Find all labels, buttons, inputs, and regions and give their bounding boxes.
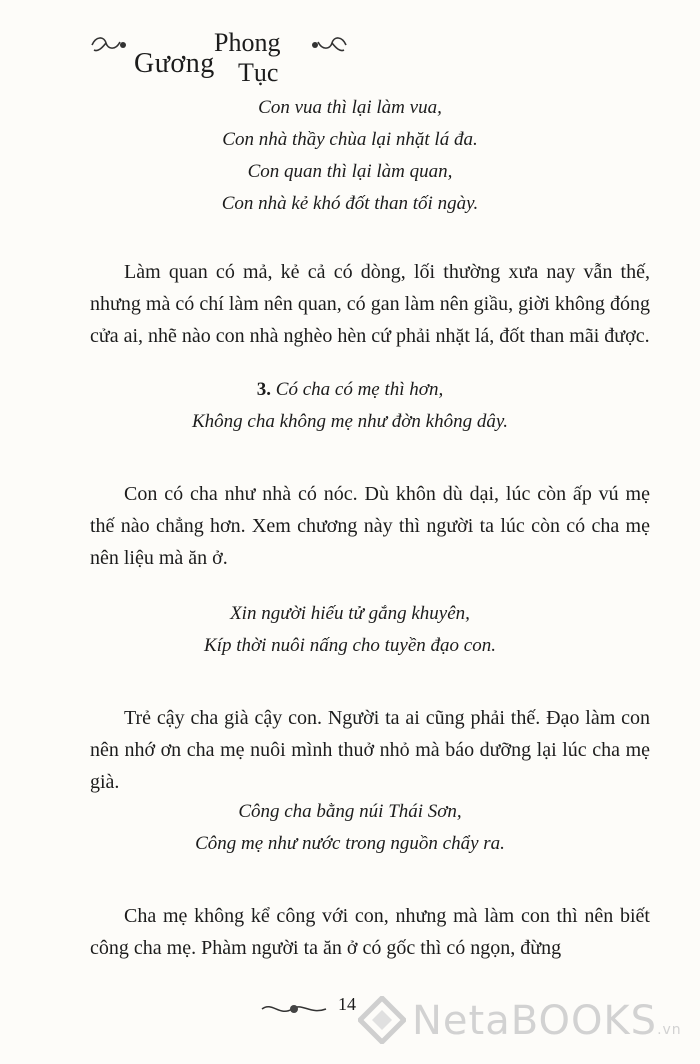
verse-line: Con nhà kẻ khó đốt than tối ngày.: [221, 193, 479, 214]
paragraph-2: [90, 478, 650, 574]
watermark-logo-icon: [358, 996, 406, 1044]
brand-part1: Gương: [134, 48, 215, 79]
verse-line: Con quan thì lại làm quan,: [247, 161, 453, 182]
verse-line: Công mẹ như nước trong nguồn chẩy ra.: [195, 833, 505, 854]
watermark-brand: NetaBOOKS: [412, 998, 658, 1044]
verse-2: [0, 598, 700, 662]
paragraph-3: [90, 702, 650, 798]
watermark-suffix: .vn: [657, 1022, 682, 1038]
verse-line: Không cha không mẹ như đờn không dây.: [191, 411, 508, 432]
footer-left-ornament-icon: [258, 998, 330, 1020]
section-number: 3.: [256, 379, 272, 400]
watermark-text: [412, 998, 682, 1044]
paragraph-text: Trẻ cậy cha già cậy con. Người ta ai cũng phải thế. Đạo làm con nên nhớ ơn cha mẹ nuôi mình thuở nhỏ mà báo dưỡng lại lúc cha mẹ già.: [90, 707, 650, 793]
header-left-ornament-icon: [90, 34, 130, 56]
verse-1: [0, 92, 700, 220]
verse-line: [0, 374, 700, 406]
verse-line: Công cha bằng núi Thái Sơn,: [238, 801, 462, 822]
brand-part3: Tục: [238, 58, 279, 87]
header-right-ornament-icon: [308, 34, 348, 56]
paragraph-text: Con có cha như nhà có nóc. Dù khôn dù dại, lúc còn ấp vú mẹ thế nào chẳng hơn. Xem chương này thì người ta lúc còn có cha mẹ nên liệu mà ăn ở.: [90, 483, 650, 569]
verse-line: Xin người hiếu tử gắng khuyên,: [230, 603, 470, 624]
watermark: [352, 990, 700, 1050]
brand-part2: Phong: [214, 28, 281, 57]
verse-line: Kíp thời nuôi nấng cho tuyền đạo con.: [204, 635, 496, 656]
verse-line: Con nhà thầy chùa lại nhặt lá đa.: [222, 129, 478, 150]
book-header: [90, 18, 370, 87]
section-3-verse: [0, 374, 700, 438]
verse-text: Có cha có mẹ thì hơn,: [275, 379, 444, 400]
paragraph-4: [90, 900, 650, 964]
verse-line: Con vua thì lại làm vua,: [258, 97, 442, 118]
paragraph-text: Làm quan có mả, kẻ cả có dòng, lối thường xưa nay vẫn thế, nhưng mà có chí làm nên quan, có gan làm nên giầu, giời không đóng cửa ai, nhẽ nào con nhà nghèo hèn cứ phải nhặt lá, đốt than mãi được.: [90, 261, 650, 347]
paragraph-1: [90, 256, 650, 352]
verse-3: [0, 796, 700, 860]
paragraph-text: Cha mẹ không kể công với con, nhưng mà làm con thì nên biết công cha mẹ. Phàm người ta ăn ở có gốc thì có ngọn, đừng: [90, 905, 650, 959]
page-number: 14: [338, 994, 356, 1014]
